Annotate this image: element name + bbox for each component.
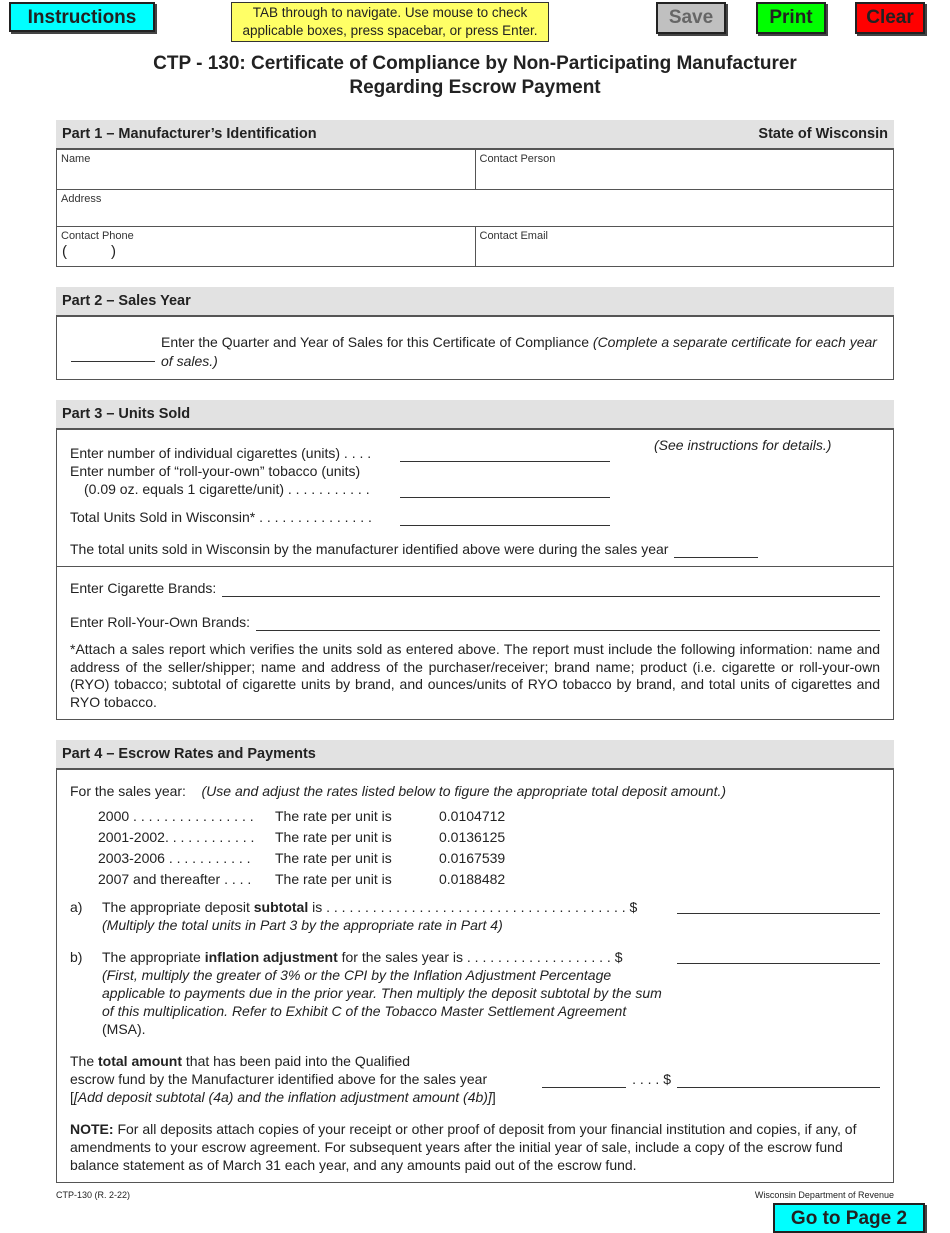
sales-year-text: Enter the Quarter and Year of Sales for this Certificate of Compliance (Complete a separate certificate for each year of sales.) bbox=[161, 334, 877, 369]
during-year-row bbox=[70, 540, 880, 558]
rate-value: 0.0167539 bbox=[439, 850, 506, 866]
part4-box bbox=[56, 768, 894, 1183]
rates-table bbox=[70, 806, 880, 890]
part2-heading bbox=[56, 287, 894, 315]
subtotal-input[interactable] bbox=[677, 898, 880, 914]
print-button[interactable]: Print bbox=[756, 2, 826, 34]
total-units-label: Total Units Sold in Wisconsin* . . . . . . . . . . . . . . . bbox=[70, 509, 372, 525]
form-title: CTP - 130: Certificate of Compliance by Non-Participating Manufacturer bbox=[153, 53, 797, 74]
part4-heading bbox=[56, 740, 894, 768]
part2-box bbox=[56, 315, 894, 380]
during-year-input[interactable] bbox=[674, 542, 758, 558]
inflation-label: The appropriate inflation adjustment for the sales year is . . . . . . . . . . . . . . . . . . . $ bbox=[102, 949, 623, 965]
subtotal-note: (Multiply the total units in Part 3 by the appropriate rate in Part 4) bbox=[102, 917, 503, 933]
cigarette-brands-row bbox=[70, 579, 880, 597]
ryo-label: Enter number of “roll-your-own” tobacco (units) bbox=[70, 463, 361, 479]
subtotal-label: The appropriate deposit subtotal is . . . . . . . . . . . . . . . . . . . . . . . . . . . . . . . . . . . . . . . $ bbox=[102, 899, 638, 915]
for-year-text: For the sales year: (Use and adjust the rates listed below to figure the appropriate total deposit amount.) bbox=[70, 783, 727, 799]
rate-value: 0.0136125 bbox=[439, 829, 506, 845]
part1-heading bbox=[56, 120, 894, 148]
total-amount-row bbox=[70, 1052, 880, 1088]
units-grid bbox=[70, 436, 880, 526]
part1-box bbox=[56, 148, 894, 267]
part2-title: Part 2 – Sales Year bbox=[62, 293, 191, 309]
navigation-hint: TAB through to navigate. Use mouse to check applicable boxes, press spacebar, or press Enter. bbox=[231, 2, 549, 42]
phone-area-open: ( bbox=[62, 243, 67, 260]
phone-area-close: ) bbox=[111, 243, 116, 260]
rate-value: 0.0188482 bbox=[439, 871, 506, 887]
rate-label: The rate per unit is bbox=[275, 871, 392, 887]
part3-box bbox=[56, 428, 894, 720]
address-field[interactable] bbox=[57, 190, 893, 226]
cigarette-brands-label: Enter Cigarette Brands: bbox=[70, 580, 217, 596]
total-amount-label: The total amount that has been paid into the Qualified bbox=[70, 1053, 411, 1069]
phone-area-code bbox=[61, 243, 471, 261]
rate-label: The rate per unit is bbox=[275, 850, 392, 866]
rate-year: 2001-2002. . . . . . . . . . . . bbox=[98, 829, 255, 845]
toolbar bbox=[0, 0, 950, 42]
cigarettes-input[interactable] bbox=[400, 446, 610, 462]
inflation-row bbox=[70, 948, 880, 1038]
ryo-brands-label: Enter Roll-Your-Own Brands: bbox=[70, 614, 251, 630]
total-year-input[interactable] bbox=[542, 1072, 626, 1088]
attach-report-note: *Attach a sales report which verifies the units sold as entered above. The report must include the following information: name and address of the seller/shipper; name and address of the purchaser/receiver; brand name; product (i.e. cigarette or roll-your-own (RYO) tobacco; subtotal of cigarette units by brand, and ounces/units of RYO tobacco by brand, and total units of cigarettes and RYO tobacco. bbox=[70, 641, 880, 710]
inflation-note: (First, multiply the greater of 3% or the CPI by the Inflation Adjustment Percentage applicable to payments due in the prior year. Then multiply the deposit subtotal by the sum of this multiplication. Refer to Exhibit C of the Tobacco Master Settlement Agreement (MSA). bbox=[102, 967, 662, 1037]
name-label: Name bbox=[61, 153, 91, 165]
name-field[interactable] bbox=[57, 150, 475, 189]
footer-nav bbox=[0, 1203, 950, 1233]
cigarette-brands-input[interactable] bbox=[222, 581, 880, 597]
instructions-button[interactable]: Instructions bbox=[9, 2, 155, 32]
subtotal-row bbox=[70, 898, 880, 934]
form-subtitle: Regarding Escrow Payment bbox=[349, 77, 601, 98]
rate-year: 2003-2006 . . . . . . . . . . . bbox=[98, 850, 251, 866]
clear-button[interactable]: Clear bbox=[855, 2, 925, 34]
form-number: CTP-130 (R. 2-22) bbox=[56, 1190, 131, 1200]
rate-value: 0.0104712 bbox=[439, 808, 506, 824]
ryo-note: (0.09 oz. equals 1 cigarette/unit) . . . . . . . . . . . bbox=[84, 481, 370, 497]
total-amount-label2: escrow fund by the Manufacturer identified above for the sales year bbox=[70, 1071, 488, 1087]
department-name: Wisconsin Department of Revenue bbox=[754, 1190, 894, 1200]
contact-phone-field[interactable] bbox=[57, 227, 475, 266]
contact-person-field[interactable] bbox=[475, 150, 894, 189]
deposit-note: NOTE: For all deposits attach copies of your receipt or other proof of deposit from your financial institution and copies, if any, of amendments to your escrow agreement. For subsequent years after the initial year of sale, include a copy of the escrow fund balance statement as of March 31 each year, and any amounts paid out of the escrow fund. bbox=[70, 1121, 857, 1173]
part3-heading bbox=[56, 400, 894, 428]
item-a-letter: a) bbox=[70, 899, 83, 915]
part3-title: Part 3 – Units Sold bbox=[62, 406, 191, 422]
rate-year: 2000 . . . . . . . . . . . . . . . . bbox=[98, 808, 254, 824]
contact-person-label: Contact Person bbox=[479, 153, 556, 165]
contact-email-field[interactable] bbox=[475, 227, 894, 266]
contact-phone-label: Contact Phone bbox=[61, 230, 134, 242]
address-label: Address bbox=[61, 193, 102, 205]
part4-title: Part 4 – Escrow Rates and Payments bbox=[62, 746, 316, 762]
footer bbox=[56, 1189, 894, 1201]
save-button[interactable]: Save bbox=[656, 2, 726, 34]
ryo-brands-row bbox=[70, 613, 880, 631]
total-units-input[interactable] bbox=[400, 510, 610, 526]
item-b-letter: b) bbox=[70, 949, 83, 965]
total-amount-input[interactable] bbox=[677, 1072, 880, 1088]
sales-year-input[interactable] bbox=[71, 346, 155, 362]
rate-label: The rate per unit is bbox=[275, 808, 392, 824]
state-label: State of Wisconsin bbox=[758, 126, 888, 142]
part1-title: Part 1 – Manufacturer’s Identification bbox=[62, 126, 317, 142]
go-to-page-2-button[interactable]: Go to Page 2 bbox=[773, 1203, 925, 1233]
total-amount-text bbox=[70, 1052, 536, 1088]
during-year-label: The total units sold in Wisconsin by the manufacturer identified above were during the sales year bbox=[70, 541, 669, 557]
see-instructions: (See instructions for details.) bbox=[654, 437, 832, 453]
inflation-input[interactable] bbox=[677, 948, 880, 964]
total-amount-note: [[Add deposit subtotal (4a) and the inflation adjustment amount (4b)]] bbox=[70, 1089, 496, 1105]
total-dots: . . . . $ bbox=[632, 1071, 671, 1087]
ryo-brands-input[interactable] bbox=[256, 615, 880, 631]
ryo-input[interactable] bbox=[400, 482, 610, 498]
rate-year: 2007 and thereafter . . . . bbox=[98, 871, 252, 887]
form-body bbox=[56, 120, 894, 1201]
contact-email-label: Contact Email bbox=[479, 230, 548, 242]
rate-label: The rate per unit is bbox=[275, 829, 392, 845]
cigarettes-label: Enter number of individual cigarettes (units) . . . . bbox=[70, 445, 372, 461]
